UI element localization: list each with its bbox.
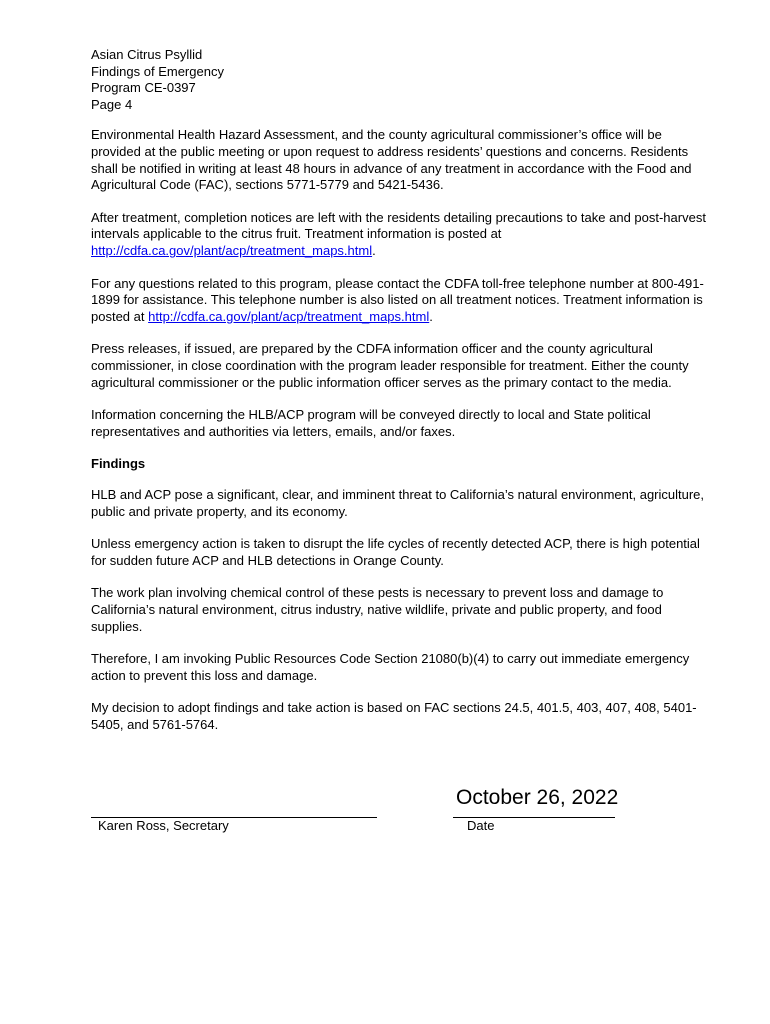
finding-invoking-code: Therefore, I am invoking Public Resources Code Section 21080(b)(4) to carry out immediate emergency action to prevent this loss and damage. bbox=[91, 651, 690, 684]
finding-threat: HLB and ACP pose a significant, clear, and imminent threat to California’s natural environment, agriculture, public and private property, and its economy. bbox=[91, 487, 705, 520]
date-label: Date bbox=[467, 818, 495, 833]
paragraph-text: After treatment, completion notices are left with the residents detailing precautions to take and post-harvest intervals applicable to the citrus fruit. Treatment information is posted at bbox=[91, 209, 706, 242]
paragraph-information: Information concerning the HLB/ACP program will be conveyed directly to local and State political representatives and authorities via letters, emails, and/or faxes. bbox=[91, 407, 651, 440]
finding-emergency-action: Unless emergency action is taken to disrupt the life cycles of recently detected ACP, there is high potential for sudden future ACP and HLB detections in Orange County. bbox=[91, 536, 700, 569]
paragraph-hazard-assessment: Environmental Health Hazard Assessment, and the county agricultural commissioner’s office will be provided at the public meeting or upon request to address residents’ questions and concerns. Residents shall be notified in writing at least 48 hours in advance of any treatment in accordance with the Food and Agricultural Code (FAC), sections 5771-5779 and 5421-5436. bbox=[91, 127, 692, 193]
findings-heading: Findings bbox=[91, 456, 146, 472]
document-body bbox=[91, 127, 711, 750]
document-header bbox=[91, 47, 224, 113]
paragraph-treatment-notices bbox=[91, 210, 711, 260]
treatment-maps-link[interactable]: http://cdfa.ca.gov/plant/acp/treatment_maps.html bbox=[148, 309, 430, 325]
treatment-maps-link[interactable]: http://cdfa.ca.gov/plant/acp/treatment_maps.html bbox=[91, 243, 373, 259]
header-line-program: Program CE-0397 bbox=[91, 80, 196, 95]
header-line-page: Page 4 bbox=[91, 96, 133, 112]
finding-work-plan: The work plan involving chemical control of these pests is necessary to prevent loss and damage to California’s natural environment, citrus industry, native wildlife, private and public property, and food supplies. bbox=[91, 585, 664, 635]
signature-date-value: October 26, 2022 bbox=[456, 786, 619, 809]
paragraph-press-releases: Press releases, if issued, are prepared by the CDFA information officer and the county agricultural commissioner, in close coordination with the program leader responsible for treatment. Either the county agricultural commissioner or the public information officer serves as the primary contact to the media. bbox=[91, 341, 689, 391]
finding-decision: My decision to adopt findings and take action is based on FAC sections 24.5, 401.5, 403, 407, 408, 5401-5405, and 5761-5764. bbox=[91, 700, 697, 733]
header-line-subtitle: Findings of Emergency bbox=[91, 63, 224, 79]
signatory-name: Karen Ross, Secretary bbox=[98, 818, 229, 833]
paragraph-text: For any questions related to this program, please contact the CDFA toll-free telephone number at 800-491-1899 for assistance. This telephone number is also listed on all treatment notices. Treatment information is posted at bbox=[91, 275, 704, 325]
paragraph-contact bbox=[91, 276, 711, 326]
paragraph-end: . bbox=[372, 243, 376, 259]
paragraph-end: . bbox=[429, 309, 433, 325]
header-line-title: Asian Citrus Psyllid bbox=[91, 47, 203, 62]
